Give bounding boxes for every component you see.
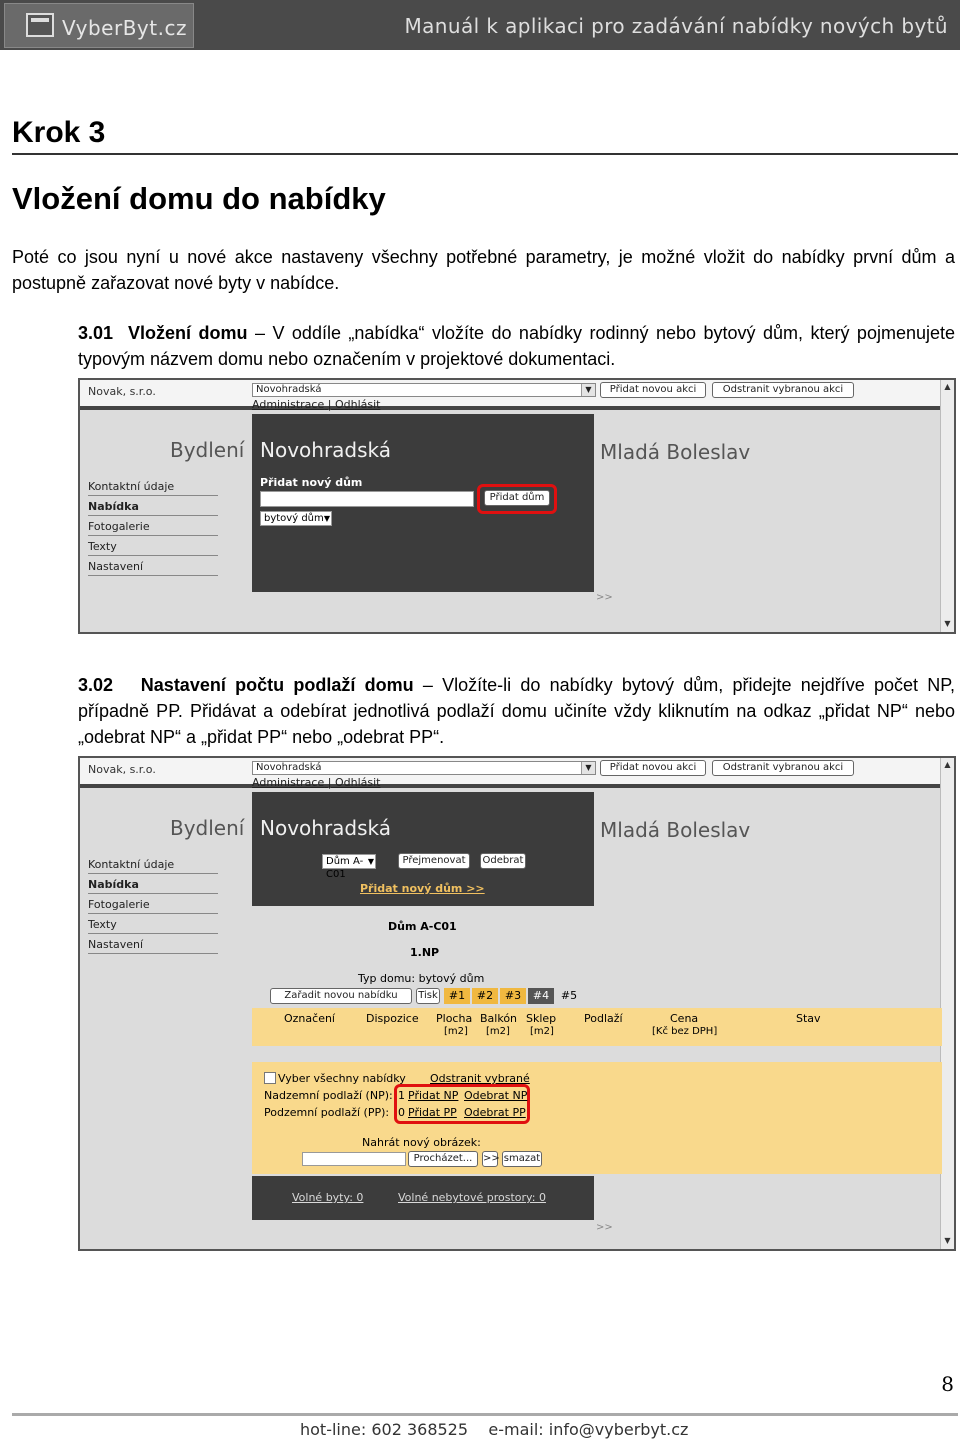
menu-item-offer[interactable]: Nabídka <box>88 878 218 894</box>
house-name-input[interactable] <box>260 491 474 507</box>
item-text: – Vložíte-li do nabídky bytový dům, přidejte nejdříve počet NP, případně PP. Přidávat a odebírat jednotlivá podlaží domu učiníte vždy kliknutím na odkaz „přidat NP“ nebo „odebrat NP“ a „přidat PP“ nebo „odebrat PP“. <box>78 675 955 747</box>
remove-selected-link[interactable]: Odstranit vybrané <box>430 1072 530 1085</box>
logout-link[interactable]: Odhlásit <box>334 776 381 789</box>
rename-button[interactable]: Přejmenovat <box>398 853 470 869</box>
house-select-value: Dům A-C01 <box>326 856 364 880</box>
remove-house-button[interactable]: Odebrat <box>480 853 526 869</box>
chevron-down-icon: ▼ <box>323 514 330 523</box>
free-nonresidential-link[interactable]: Volné nebytové prostory: 0 <box>398 1191 546 1204</box>
email: e-mail: info@vyberbyt.cz <box>488 1420 689 1439</box>
item-number: 3.01 <box>78 323 114 343</box>
upload-label: Nahrát nový obrázek: <box>362 1136 481 1149</box>
screenshot-add-house <box>78 378 956 634</box>
floor-tab-active[interactable]: #4 <box>528 988 554 1004</box>
admin-links: Administrace | Odhlásit <box>252 776 381 789</box>
select-all-label: Vyber všechny nabídky <box>278 1072 406 1085</box>
upload-button[interactable]: >> <box>482 1151 498 1167</box>
item-number: 3.02 <box>78 675 114 695</box>
item-text: – V oddíle „nabídka“ vložíte do nabídky rodinný nebo bytový dům, který pojmenujete typovým názvem domu nebo označením v projektové dokumentaci. <box>78 323 955 369</box>
floor-tab[interactable]: #3 <box>500 988 526 1004</box>
floor-tab[interactable]: #5 <box>560 989 578 1002</box>
city-name: Mladá Boleslav <box>600 818 751 842</box>
floor-label: 1.NP <box>410 946 440 959</box>
floor-tab[interactable]: #2 <box>472 988 498 1004</box>
item-heading: Nastavení počtu podlaží domu <box>140 675 414 695</box>
column-header: Stav <box>796 1012 821 1025</box>
select-all-checkbox[interactable] <box>264 1072 276 1084</box>
menu-item-gallery[interactable]: Fotogalerie <box>88 520 218 536</box>
remove-action-button[interactable]: Odstranit vybranou akci <box>712 760 854 776</box>
screenshot-floors <box>78 756 956 1251</box>
section-label: Bydlení <box>170 438 245 462</box>
assign-offer-button[interactable]: Zařadit novou nabídku <box>270 988 412 1004</box>
column-unit: [m2] <box>444 1026 468 1037</box>
add-pp-link[interactable]: Přidat PP <box>408 1106 457 1119</box>
column-header: Sklep <box>526 1012 557 1025</box>
arrow-down-icon: ▼ <box>944 1236 951 1245</box>
chevron-down-icon: ▼ <box>367 857 374 866</box>
chevron-down-icon: ▼ <box>581 384 595 396</box>
project-select-value: Novohradská <box>256 762 322 773</box>
page-number: 8 <box>941 1372 954 1396</box>
project-select-value: Novohradská <box>256 384 322 395</box>
admin-link[interactable]: Administrace <box>252 776 325 789</box>
above-floor-count: 1 <box>398 1089 405 1102</box>
arrow-up-icon: ▲ <box>944 382 951 391</box>
add-house-title: Přidat nový dům <box>260 476 363 489</box>
item-heading: Vložení domu <box>128 323 248 343</box>
item-3-01 <box>78 320 955 372</box>
floor-tab[interactable]: #1 <box>444 988 470 1004</box>
column-unit: [Kč bez DPH] <box>652 1026 718 1037</box>
admin-links: Administrace | Odhlásit <box>252 398 381 411</box>
menu-item-offer[interactable]: Nabídka <box>88 500 218 516</box>
menu-item-texts[interactable]: Texty <box>88 918 218 934</box>
add-action-button[interactable]: Přidat novou akci <box>600 382 706 398</box>
project-name: Novohradská <box>260 816 392 840</box>
add-house-link[interactable]: Přidat nový dům >> <box>360 882 485 895</box>
column-unit: [m2] <box>530 1026 554 1037</box>
below-floor-count: 0 <box>398 1106 405 1119</box>
project-name: Novohradská <box>260 438 392 462</box>
add-action-button[interactable]: Přidat novou akci <box>600 760 706 776</box>
menu-item-settings[interactable]: Nastavení <box>88 938 218 954</box>
item-3-02 <box>78 672 955 750</box>
arrow-up-icon: ▲ <box>944 760 951 769</box>
logout-link[interactable]: Odhlásit <box>334 398 381 411</box>
footer-divider <box>12 1413 958 1416</box>
column-header: Balkón <box>480 1012 518 1025</box>
browse-button[interactable]: Procházet... <box>408 1151 478 1167</box>
above-floors-label: Nadzemní podlaží (NP): <box>264 1089 393 1102</box>
menu-item-texts[interactable]: Texty <box>88 540 218 556</box>
company-name: Novak, s.r.o. <box>88 763 156 776</box>
more-link[interactable]: >> <box>596 592 613 603</box>
house-type-select[interactable] <box>260 511 332 526</box>
scrollbar[interactable] <box>940 758 954 1249</box>
remove-np-link[interactable]: Odebrat NP <box>464 1089 528 1102</box>
footer <box>300 1420 688 1439</box>
header-title: Manuál k aplikaci pro zadávání nabídky nových bytů <box>404 14 948 38</box>
intro-paragraph: Poté co jsou nyní u nové akce nastaveny všechny potřebné parametry, je možné vložit do nabídky první dům a postupně zařazovat nové byty v nabídce. <box>12 247 955 293</box>
remove-pp-link[interactable]: Odebrat PP <box>464 1106 526 1119</box>
column-unit: [m2] <box>486 1026 510 1037</box>
column-header: Podlaží <box>584 1012 623 1025</box>
more-link[interactable]: >> <box>596 1222 613 1233</box>
company-name: Novak, s.r.o. <box>88 385 156 398</box>
delete-image-button[interactable]: smazat <box>502 1151 542 1167</box>
menu-item-contacts[interactable]: Kontaktní údaje <box>88 480 218 496</box>
column-header: Cena <box>670 1012 699 1025</box>
add-np-link[interactable]: Přidat NP <box>408 1089 459 1102</box>
column-header: Plocha <box>436 1012 473 1025</box>
section-title: Vložení domu do nabídky <box>12 181 386 216</box>
city-name: Mladá Boleslav <box>600 440 751 464</box>
divider <box>12 153 958 155</box>
project-select[interactable] <box>252 761 596 775</box>
house-icon <box>26 13 54 37</box>
admin-link[interactable]: Administrace <box>252 398 325 411</box>
logo-text: VyberByt.cz <box>62 16 187 40</box>
house-type-label: Typ domu: bytový dům <box>358 972 485 985</box>
below-floors-label: Podzemní podlaží (PP): <box>264 1106 390 1119</box>
house-select[interactable] <box>322 854 376 880</box>
hotline: hot-line: 602 368525 <box>300 1420 469 1439</box>
remove-action-button[interactable]: Odstranit vybranou akci <box>712 382 854 398</box>
column-header: Označení <box>284 1012 335 1025</box>
house-type-value: bytový dům <box>264 513 324 524</box>
arrow-down-icon: ▼ <box>944 619 951 628</box>
menu-item-gallery[interactable]: Fotogalerie <box>88 898 218 914</box>
print-button[interactable]: Tisk <box>416 988 440 1004</box>
step-title: Krok 3 <box>12 116 106 149</box>
menu-item-settings[interactable]: Nastavení <box>88 560 218 576</box>
scrollbar[interactable] <box>940 380 954 632</box>
menu-item-contacts[interactable]: Kontaktní údaje <box>88 858 218 874</box>
chevron-down-icon: ▼ <box>581 762 595 774</box>
column-header: Dispozice <box>366 1012 419 1025</box>
house-name: Dům A-C01 <box>388 920 457 933</box>
file-path-input[interactable] <box>302 1152 406 1166</box>
free-flats-link[interactable]: Volné byty: 0 <box>292 1191 364 1204</box>
project-select[interactable] <box>252 383 596 397</box>
section-label: Bydlení <box>170 816 245 840</box>
add-house-button[interactable]: Přidat dům <box>484 490 550 506</box>
